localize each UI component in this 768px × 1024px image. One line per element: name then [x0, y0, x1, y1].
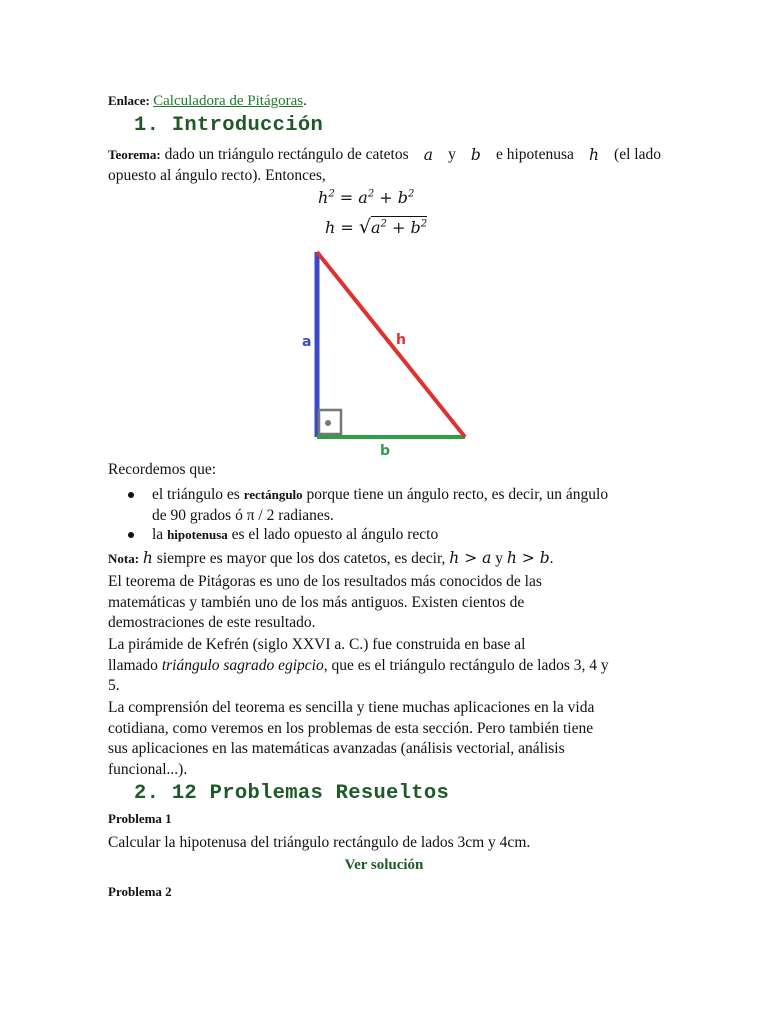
- section-number: 1.: [134, 114, 160, 137]
- right-triangle-figure: [290, 242, 490, 462]
- teorema-text: dado un triángulo rectángulo de catetos: [164, 146, 409, 163]
- formula-h-sqrt: $h = √a^2 + b^2$: [325, 216, 428, 238]
- section-title: Introducción: [171, 114, 324, 137]
- paragraph-kefren: La pirámide de Kefrén (siglo XXVI a. C.) fue construida en base al llamado triángulo sagrado egipcio, que es el triángulo rectángulo de lados 3, 4 y 5.: [108, 636, 609, 694]
- bullet-dot: [128, 532, 134, 538]
- bullet-item-hipotenusa: la hipotenusa es el lado opuesto al ángulo recto: [152, 526, 439, 543]
- teorema-paragraph: [108, 145, 661, 186]
- teorema-y: y: [448, 146, 456, 163]
- nota-line: Nota: h siempre es mayor que los dos catetos, es decir, h > a y h > b.: [108, 549, 554, 567]
- bullet-item-rectangulo: el triángulo es rectángulo porque tiene un ángulo recto, es decir, un ángulo de 90 grados ó π / 2 radianes.: [152, 486, 609, 524]
- teorema-label: Teorema:: [108, 147, 161, 162]
- enlace-line: [108, 93, 307, 110]
- section-heading-problemas: [134, 782, 449, 805]
- problema-1-title: Problema 1: [108, 811, 172, 826]
- var-a: a: [423, 146, 433, 164]
- enlace-label: Enlace:: [108, 93, 150, 108]
- right-angle-dot: [325, 420, 331, 426]
- section-title: 12 Problemas Resueltos: [171, 782, 450, 805]
- paragraph-pitagoras: El teorema de Pitágoras es uno de los resultados más conocidos de las matemáticas y también uno de los más antiguos. Existen cientos de demostraciones de este resultado.: [108, 573, 542, 631]
- formula-h-squared: $h^2 = a^2 + b^2$: [318, 188, 415, 207]
- paragraph-comprension: La comprensión del teorema es sencilla y tiene muchas aplicaciones en la vida cotidiana, como veremos en los problemas de esta sección. Pero también tiene sus aplicaciones en las matemáticas avanzadas (análisis vectorial, análisis funcional...).: [108, 699, 595, 778]
- label-a: a: [302, 334, 312, 350]
- problema-2-title: Problema 2: [108, 884, 172, 899]
- label-b: b: [380, 443, 391, 459]
- section-number: 2.: [134, 782, 160, 805]
- problema-1-text: Calcular la hipotenusa del triángulo rectángulo de lados 3cm y 4cm.: [108, 834, 531, 851]
- teorema-text-2: (el lado: [614, 146, 661, 163]
- teorema-line2: opuesto al ángulo recto). Entonces,: [108, 166, 326, 184]
- recordemos-text: Recordemos que:: [108, 461, 217, 478]
- pitagoras-calculator-link[interactable]: Calculadora de Pitágoras: [153, 93, 304, 109]
- bullet-dot: [128, 492, 134, 498]
- label-h: h: [396, 332, 406, 348]
- ver-solucion-link[interactable]: Ver solución: [344, 857, 424, 873]
- var-b: b: [470, 146, 481, 164]
- enlace-period: .: [303, 93, 307, 109]
- var-h: h: [588, 146, 599, 164]
- teorema-e: e hipotenusa: [495, 146, 574, 163]
- section-heading-introduccion: [134, 114, 323, 137]
